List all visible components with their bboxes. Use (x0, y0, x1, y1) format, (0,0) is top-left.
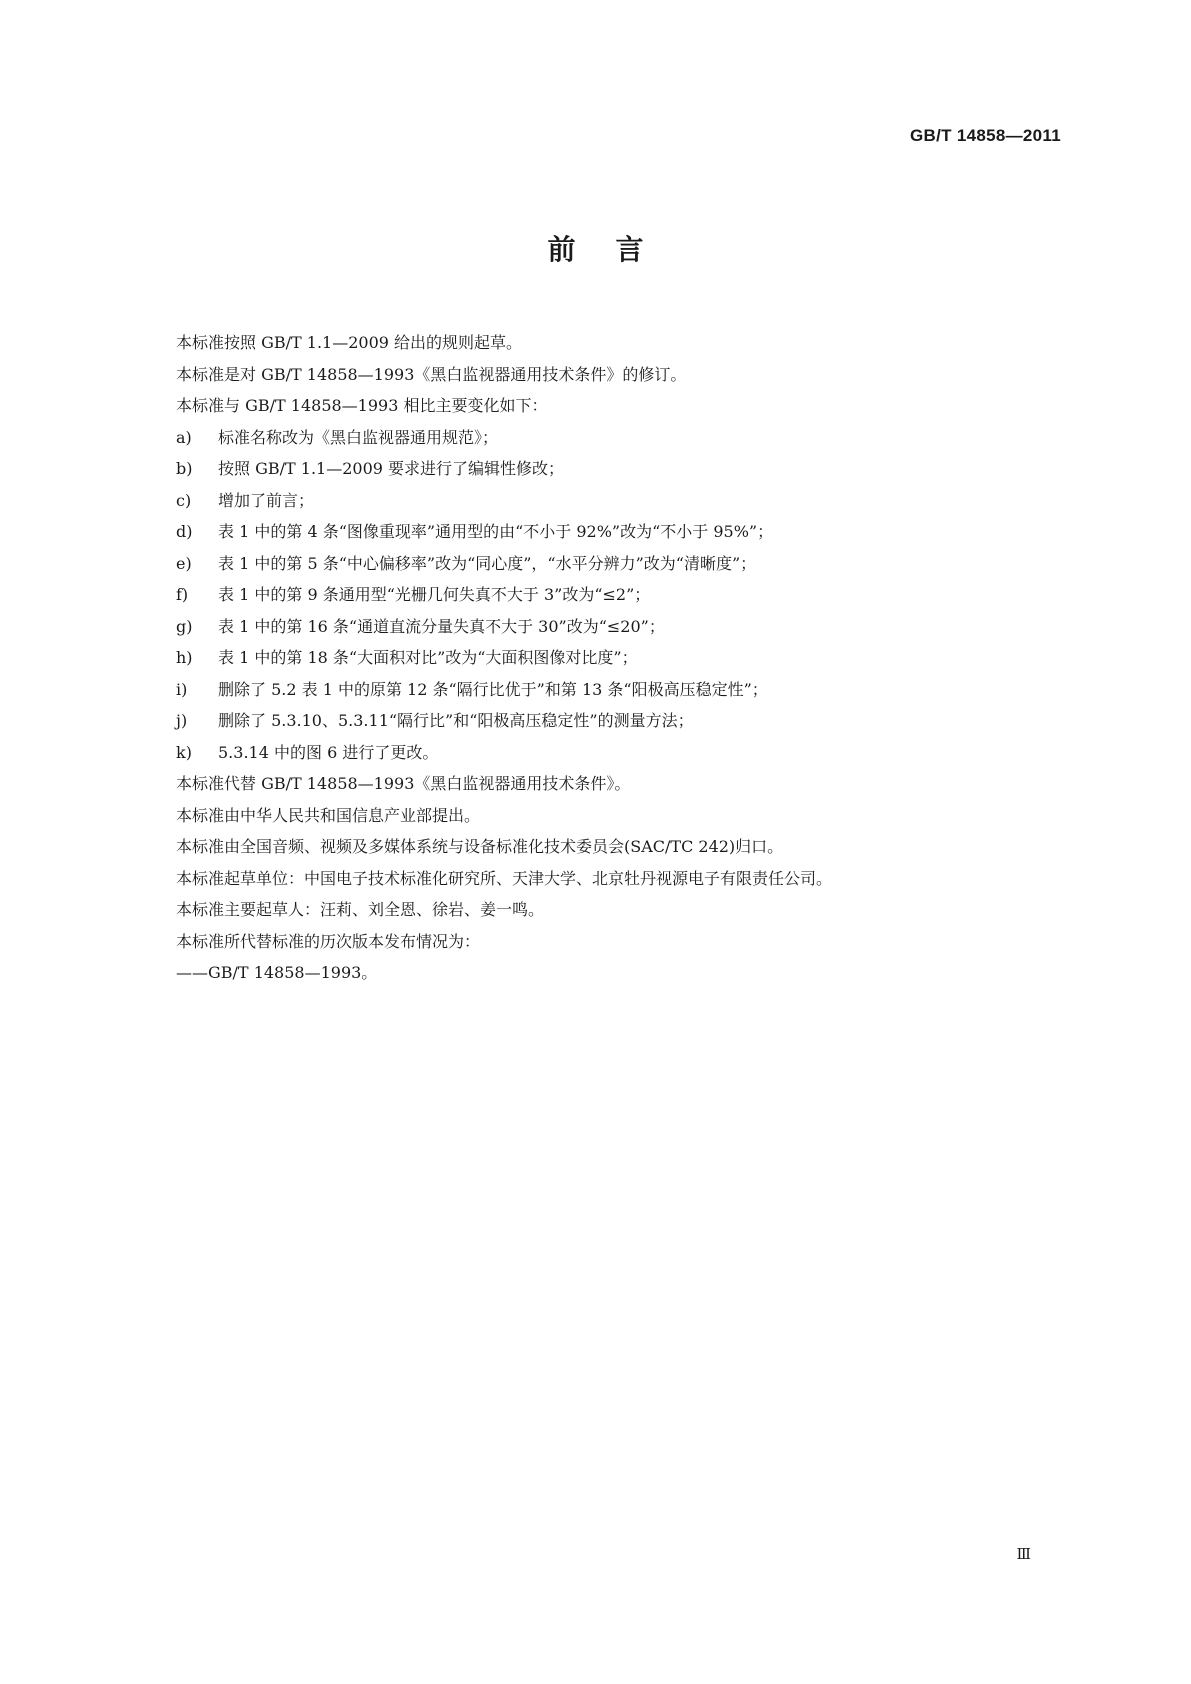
list-marker: k) (176, 742, 192, 762)
list-marker: a) (176, 427, 192, 447)
list-marker: g) (176, 616, 193, 636)
list-item (176, 579, 1056, 611)
paragraph: 本标准是对 GB/T 14858—1993《黑白监视器通用技术条件》的修订。 (176, 364, 687, 384)
paragraph: 本标准由全国音频、视频及多媒体系统与设备标准化技术委员会(SAC/TC 242)归口。 (176, 837, 784, 856)
standard-code: GB/T 14858—2011 (910, 126, 1061, 145)
paragraph: 本标准所代替标准的历次版本发布情况为： (176, 931, 481, 951)
list-item (176, 516, 1056, 548)
list-marker: b) (176, 459, 193, 478)
list-marker: f) (176, 585, 189, 604)
page-number: Ⅲ (1016, 1545, 1031, 1563)
paragraph: 本标准代替 GB/T 14858—1993《黑白监视器通用技术条件》。 (176, 774, 631, 793)
list-item-text: 按照 GB/T 1.1—2009 要求进行了编辑性修改； (218, 459, 565, 478)
page-title: 前言 (547, 233, 684, 266)
list-marker: h) (176, 648, 193, 667)
paragraph: 本标准主要起草人：汪莉、刘全恩、徐岩、姜一鸣。 (176, 900, 545, 919)
list-item-text: 表 1 中的第 16 条“通道直流分量失真不大于 30”改为“≤20”； (218, 616, 665, 636)
list-item (176, 422, 1056, 454)
paragraph: 本标准与 GB/T 14858—1993 相比主要变化如下： (176, 396, 548, 415)
list-item (176, 737, 1056, 769)
foreword-body (176, 327, 1056, 989)
list-marker: c) (176, 490, 192, 510)
list-item (176, 485, 1056, 517)
list-marker: i) (176, 679, 188, 699)
list-item-text: 删除了 5.2 表 1 中的原第 12 条“隔行比优于”和第 13 条“阳极高压稳定性”； (218, 679, 768, 699)
list-item (176, 548, 1056, 580)
list-item-text: 增加了前言； (218, 490, 315, 510)
list-item (176, 674, 1056, 706)
list-marker: j) (176, 711, 188, 730)
paragraph: 本标准由中华人民共和国信息产业部提出。 (176, 805, 481, 825)
list-item-text: 删除了 5.3.10、5.3.11“隔行比”和“阳极高压稳定性”的测量方法； (218, 711, 694, 730)
list-item (176, 453, 1056, 485)
paragraph: 本标准起草单位：中国电子技术标准化研究所、天津大学、北京牡丹视源电子有限责任公司。 (176, 868, 833, 888)
list-item (176, 705, 1056, 737)
list-marker: e) (176, 553, 192, 573)
list-item-text: 表 1 中的第 4 条“图像重现率”通用型的由“不小于 92%”改为“不小于 95%”； (218, 522, 774, 541)
list-item-text: 表 1 中的第 18 条“大面积对比”改为“大面积图像对比度”； (218, 648, 638, 667)
list-item-text: 表 1 中的第 5 条“中心偏移率”改为“同心度”，“水平分辨力”改为“清晰度”； (218, 553, 757, 573)
list-item-text: 5.3.14 中的图 6 进行了更改。 (218, 742, 439, 762)
list-item (176, 642, 1056, 674)
list-item-text: 标准名称改为《黑白监视器通用规范》； (218, 427, 499, 447)
list-item-text: 表 1 中的第 9 条通用型“光栅几何失真不大于 3”改为“≤2”； (218, 585, 651, 604)
list-item (176, 611, 1056, 643)
paragraph: ——GB/T 14858—1993。 (176, 963, 378, 982)
paragraph: 本标准按照 GB/T 1.1—2009 给出的规则起草。 (176, 333, 523, 352)
list-marker: d) (176, 522, 193, 541)
